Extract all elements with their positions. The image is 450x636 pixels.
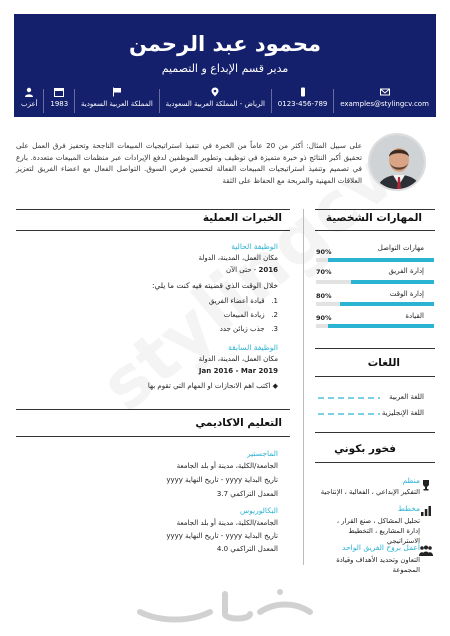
education-heading: التعليم الاكاديمي [195, 417, 282, 429]
job1-item-1: 1. قيادة أعضاء الفريق [208, 297, 278, 305]
chart-icon [420, 505, 432, 517]
bachelor-title: البكالوريوس [240, 506, 278, 515]
education-underline [16, 436, 290, 437]
masters-gpa: المعدل التراكمي 3.7 [216, 490, 278, 498]
job1-place: مكان العمل، المدينة، الدولة [198, 254, 278, 262]
job1-item-2: 2. زيادة المبيعات [223, 311, 278, 319]
language-english: اللغة الإنجليزية [381, 409, 424, 417]
job2-title: الوظيفة السابقة [228, 343, 278, 352]
proud-title: مخطط [397, 504, 420, 513]
trophy-icon [420, 479, 432, 491]
phone-icon [298, 87, 308, 97]
person-title: مدير قسم الإبداع و التصميم [161, 62, 289, 75]
experience-underline [16, 230, 290, 231]
job2-place: مكان العمل، المدينة، الدولة [198, 355, 278, 363]
job1-dates: 2016 - حتى الآن [225, 266, 278, 274]
skill-label: إدارة الفريق [388, 267, 424, 275]
contact-nationality: المملكة العربية السعودية [78, 87, 156, 115]
job2-bullet: ◆ اكتب اهم الانجازات او المهام التي تقوم بها [147, 382, 278, 390]
skills-underline [315, 230, 435, 231]
person-name: محمود عبد الرحمن [128, 32, 322, 56]
proud-heading: فخور بكوني [334, 443, 396, 455]
language-level-bar [318, 412, 380, 416]
masters-dates: تاريخ البداية yyyy - تاريخ النهاية yyyy [166, 476, 278, 484]
languages-heading: اللغات [367, 357, 400, 369]
location-icon [210, 87, 220, 97]
proud-underline [315, 462, 435, 463]
skills-heading: المهارات الشخصية [325, 212, 422, 224]
job1-lead: خلال الوقت الذي قضيته فيه كنت ما يلي: [152, 281, 278, 290]
proud-desc: التفكير الإبداعي ، الفعالية ، الإنتاجية [320, 488, 420, 496]
profile-photo [368, 133, 426, 191]
column-divider [303, 209, 304, 565]
experience-rule [16, 209, 290, 210]
header-banner [14, 14, 436, 117]
proud-desc: التعاون وتحديد الأهداف وقيادة المجموعة [336, 556, 420, 574]
job1-title: الوظيفة الحالية [231, 242, 278, 251]
language-arabic: اللغة العربية [389, 393, 424, 401]
contact-address: الرياض - المملكة العربية السعودية [163, 87, 268, 115]
skill-bar [316, 324, 434, 328]
bachelor-inst: الجامعة/الكلية، مدينة أو بلد الجامعة [176, 519, 278, 527]
masters-title: الماجستير [247, 449, 278, 458]
job1-item-3: 3. جذب زبائن جدد [219, 325, 278, 333]
proud-desc: تحليل المشاكل ، صنع القرار ، إدارة المشاريع ، التخطيط الاستراتيجي [336, 517, 420, 545]
bachelor-dates: تاريخ البداية yyyy - تاريخ النهاية yyyy [166, 532, 278, 540]
bachelor-gpa: المعدل التراكمي 4.0 [216, 545, 278, 553]
skill-bar [316, 258, 434, 262]
flag-icon [112, 87, 122, 97]
proud-title: أعمل بروح الفريق الواحد [342, 543, 420, 552]
team-icon [419, 545, 433, 557]
contact-email[interactable]: examples@stylingcv.com [337, 87, 432, 115]
contact-bar [18, 87, 432, 115]
contact-birth-year: 1983 [47, 87, 71, 115]
profile-summary: على سبيل المثال: أكثر من 20 عاماً من الخبرة في تنفيذ استراتيجيات المبيعات الناجحة وتحفيز فرق العمل على تحقيق أكبر النتائج ذو خبرة متميزة في توظيف وتطوير الموظفين لدفع الإيرادات عبر منظمات المبيعات متعددة. بارع في تصميم وتنفيذ استراتيجيات المبيعات الفعالة لتحسين فرص السوق. التواصل الفعال مع اعضاء الفريق لتعزيز العلاقات المهنية والمربحة مع الحفاظ على الثقة [16, 141, 362, 185]
languages-underline [315, 376, 435, 377]
person-icon [24, 87, 34, 97]
skill-pct: 90% [316, 248, 332, 256]
skills-rule [315, 209, 435, 210]
skill-label: مهارات التواصل [377, 244, 424, 252]
contact-marital: أعزب [18, 87, 41, 115]
experience-heading: الخبرات العملية [202, 212, 282, 224]
skill-pct: 70% [316, 268, 332, 276]
proud-rule [315, 432, 435, 433]
education-rule [16, 409, 290, 410]
proud-title: منظم [402, 476, 420, 485]
bullet-icon: ◆ [272, 382, 278, 390]
skill-pct: 90% [316, 314, 332, 322]
masters-inst: الجامعة/الكلية، مدينة أو بلد الجامعة [176, 462, 278, 470]
skill-pct: 80% [316, 292, 332, 300]
skill-label: القيادة [405, 312, 424, 320]
skill-bar [316, 302, 434, 306]
skill-label: إدارة الوقت [389, 290, 424, 298]
email-icon [380, 87, 390, 97]
contact-phone[interactable]: 0123-456-789 [275, 87, 331, 115]
language-level-bar [318, 396, 380, 400]
calendar-icon [54, 87, 64, 97]
languages-rule [315, 348, 435, 349]
skill-bar [316, 280, 434, 284]
site-logo [130, 582, 320, 626]
job2-dates: Jan 2016 - Mar 2019 [198, 367, 278, 375]
